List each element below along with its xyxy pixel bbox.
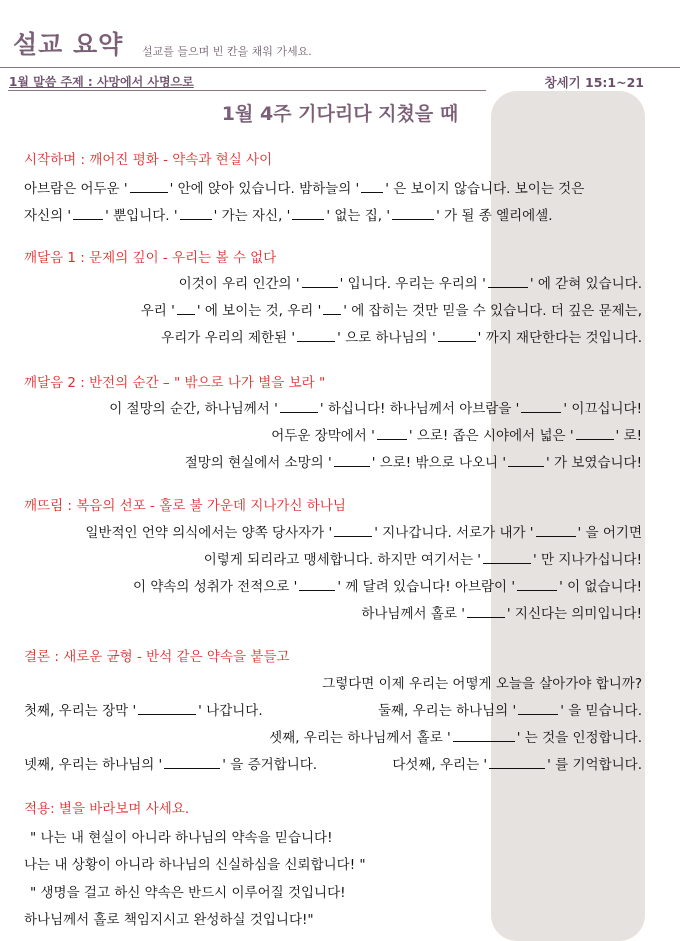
line-text: ' 입니다. 우리는 우리의 ' bbox=[339, 276, 486, 292]
answer-blank[interactable] bbox=[299, 578, 335, 591]
line-text: " 나는 내 현실이 아니라 하나님의 약속을 믿습니다! bbox=[30, 830, 333, 846]
fill-line bbox=[141, 299, 642, 319]
page-subtitle: 설교를 들으며 빈 칸을 채워 가세요. bbox=[142, 45, 312, 58]
line-text: ' 이끄십니다! bbox=[563, 401, 642, 417]
line-text: 우리가 우리의 제한된 ' bbox=[161, 330, 296, 346]
answer-blank[interactable] bbox=[392, 207, 434, 220]
answer-blank[interactable] bbox=[180, 207, 212, 220]
fill-line bbox=[85, 521, 642, 541]
answer-blank[interactable] bbox=[377, 427, 407, 440]
fill-line bbox=[24, 204, 553, 224]
line-text: ' 가 보였습니다! bbox=[546, 455, 642, 471]
fill-line bbox=[109, 397, 642, 417]
line-text: 일반적인 언약 의식에서는 양쪽 당사자가 ' bbox=[85, 525, 333, 541]
answer-blank[interactable] bbox=[280, 400, 318, 413]
fill-line bbox=[179, 272, 642, 292]
line-text: ' 에 갇혀 있습니다. bbox=[529, 276, 642, 292]
fill-line bbox=[161, 326, 642, 346]
fill-line bbox=[24, 699, 263, 719]
line-text: 절망의 현실에서 소망의 ' bbox=[184, 455, 332, 471]
line-text: 하나님께서 홀로 ' bbox=[361, 606, 465, 622]
section-heading: 깨뜨림 : 복음의 선포 - 홀로 불 가운데 지나가신 하나님 bbox=[24, 498, 346, 514]
answer-blank[interactable] bbox=[292, 207, 324, 220]
line-text: ' 께 달려 있습니다! 아브람이 ' bbox=[337, 579, 516, 595]
line-text: ' 으로 하나님의 ' bbox=[337, 330, 436, 346]
line-text: 둘째, 우리는 하나님의 ' bbox=[377, 703, 517, 719]
line-text: 어두운 장막에서 ' bbox=[271, 428, 375, 444]
answer-blank[interactable] bbox=[536, 524, 576, 537]
answer-blank[interactable] bbox=[438, 329, 476, 342]
fill-line bbox=[361, 602, 642, 622]
answer-blank[interactable] bbox=[489, 756, 545, 769]
answer-blank[interactable] bbox=[177, 302, 195, 315]
divider bbox=[8, 90, 486, 91]
section-heading: 깨달음 1 : 문제의 깊이 - 우리는 볼 수 없다 bbox=[24, 250, 277, 266]
answer-blank[interactable] bbox=[517, 578, 557, 591]
answer-blank[interactable] bbox=[453, 729, 515, 742]
divider bbox=[0, 67, 680, 68]
fill-line bbox=[392, 753, 642, 773]
line-text: 이 약속의 성취가 전적으로 ' bbox=[133, 579, 298, 595]
line-text: ' 까지 재단한다는 것입니다. bbox=[477, 330, 642, 346]
fill-line bbox=[30, 826, 332, 846]
fill-line bbox=[30, 881, 346, 901]
line-text: ' 없는 집, ' bbox=[326, 208, 391, 224]
fill-line bbox=[24, 853, 366, 873]
line-text: ' 은 보이지 않습니다. 보이는 것은 bbox=[385, 181, 585, 197]
line-text: 그렇다면 이제 우리는 어떻게 오늘을 살아가야 합니까? bbox=[322, 676, 642, 692]
section-heading: 깨달음 2 : 반전의 순간 – " 밖으로 나가 별을 보라 " bbox=[24, 375, 326, 391]
answer-blank[interactable] bbox=[297, 329, 335, 342]
line-text: 이렇게 되리라고 맹세합니다. 하지만 여기서는 ' bbox=[203, 552, 481, 568]
line-text: ' 이 없습니다! bbox=[559, 579, 642, 595]
line-text: 자신의 ' bbox=[24, 208, 72, 224]
fill-line bbox=[204, 548, 642, 568]
section-heading: 적용: 별을 바라보며 사세요. bbox=[24, 801, 190, 817]
fill-line bbox=[269, 726, 642, 746]
line-text: 나는 내 상황이 아니라 하나님의 신실하심을 신뢰합니다! " bbox=[24, 857, 366, 873]
fill-line bbox=[24, 908, 314, 928]
answer-blank[interactable] bbox=[467, 605, 505, 618]
line-text: ' 을 믿습니다. bbox=[560, 703, 642, 719]
line-text: ' 뿐입니다. ' bbox=[105, 208, 178, 224]
fill-line bbox=[24, 177, 584, 197]
section-heading: 시작하며 : 깨어진 평화 - 약속과 현실 사이 bbox=[24, 152, 273, 168]
scripture-reference: 창세기 15:1~21 bbox=[544, 75, 644, 90]
fill-line bbox=[185, 451, 642, 471]
line-text: ' 하십니다! 하나님께서 아브람을 ' bbox=[319, 401, 520, 417]
sermon-title: 1월 4주 기다리다 지쳤을 때 bbox=[221, 103, 459, 125]
line-text: 우리 ' bbox=[140, 303, 175, 319]
answer-blank[interactable] bbox=[361, 180, 383, 193]
answer-blank[interactable] bbox=[130, 180, 168, 193]
line-text: ' 안에 앉아 있습니다. 밤하늘의 ' bbox=[169, 181, 360, 197]
line-text: ' 지신다는 의미입니다! bbox=[506, 606, 642, 622]
line-text: 첫째, 우리는 장막 ' bbox=[24, 703, 137, 719]
answer-blank[interactable] bbox=[483, 551, 531, 564]
line-text: ' 지나갑니다. 서로가 내가 ' bbox=[374, 525, 534, 541]
fill-line bbox=[378, 699, 642, 719]
line-text: ' 에 잡히는 것만 믿을 수 있습니다. 더 깊은 문제는, bbox=[343, 303, 642, 319]
line-text: 이 절망의 순간, 하나님께서 ' bbox=[109, 401, 278, 417]
line-text: 이것이 우리 인간의 ' bbox=[178, 276, 300, 292]
line-text: ' 가 될 종 엘리에셀. bbox=[436, 208, 553, 224]
fill-line bbox=[322, 672, 642, 692]
line-text: 다섯째, 우리는 ' bbox=[392, 757, 488, 773]
line-text: " 생명을 걸고 하신 약속은 반드시 이루어질 것입니다! bbox=[30, 885, 346, 901]
page-title: 설교 요약 bbox=[13, 30, 124, 59]
line-text: 넷째, 우리는 하나님의 ' bbox=[24, 757, 163, 773]
fill-line bbox=[133, 575, 642, 595]
line-text: ' 를 기억합니다. bbox=[547, 757, 642, 773]
answer-blank[interactable] bbox=[508, 454, 544, 467]
line-text: ' 으로! 밖으로 나오니 ' bbox=[371, 455, 507, 471]
answer-blank[interactable] bbox=[302, 275, 338, 288]
answer-blank[interactable] bbox=[488, 275, 528, 288]
line-text: ' 가는 자신, ' bbox=[213, 208, 291, 224]
answer-blank[interactable] bbox=[138, 702, 196, 715]
line-text: ' 로! bbox=[615, 428, 642, 444]
line-text: ' 으로! 좁은 시야에서 넓은 ' bbox=[408, 428, 574, 444]
fill-line bbox=[271, 424, 642, 444]
answer-blank[interactable] bbox=[334, 454, 370, 467]
line-text: 셋째, 우리는 하나님께서 홀로 ' bbox=[269, 730, 451, 746]
answer-blank[interactable] bbox=[521, 400, 561, 413]
answer-blank[interactable] bbox=[73, 207, 103, 220]
month-theme: 1월 말씀 주제 : 사망에서 사명으로 bbox=[9, 75, 194, 89]
line-text: ' 에 보이는 것, 우리 ' bbox=[196, 303, 322, 319]
answer-blank[interactable] bbox=[334, 524, 372, 537]
answer-blank[interactable] bbox=[164, 756, 220, 769]
line-text: 하나님께서 홀로 책임지시고 완성하실 것입니다!" bbox=[24, 912, 314, 928]
line-text: ' 을 증거합니다. bbox=[222, 757, 318, 773]
answer-blank[interactable] bbox=[518, 702, 558, 715]
line-text: ' 는 것을 인정합니다. bbox=[516, 730, 642, 746]
answer-blank[interactable] bbox=[323, 302, 341, 315]
section-heading: 결론 : 새로운 균형 - 반석 같은 약속을 붙들고 bbox=[24, 649, 290, 665]
answer-blank[interactable] bbox=[576, 427, 614, 440]
line-text: 아브람은 어두운 ' bbox=[24, 181, 128, 197]
line-text: ' 을 어기면 bbox=[577, 525, 642, 541]
line-text: ' 나갑니다. bbox=[198, 703, 263, 719]
fill-line bbox=[24, 753, 317, 773]
line-text: ' 만 지나가십니다! bbox=[533, 552, 642, 568]
